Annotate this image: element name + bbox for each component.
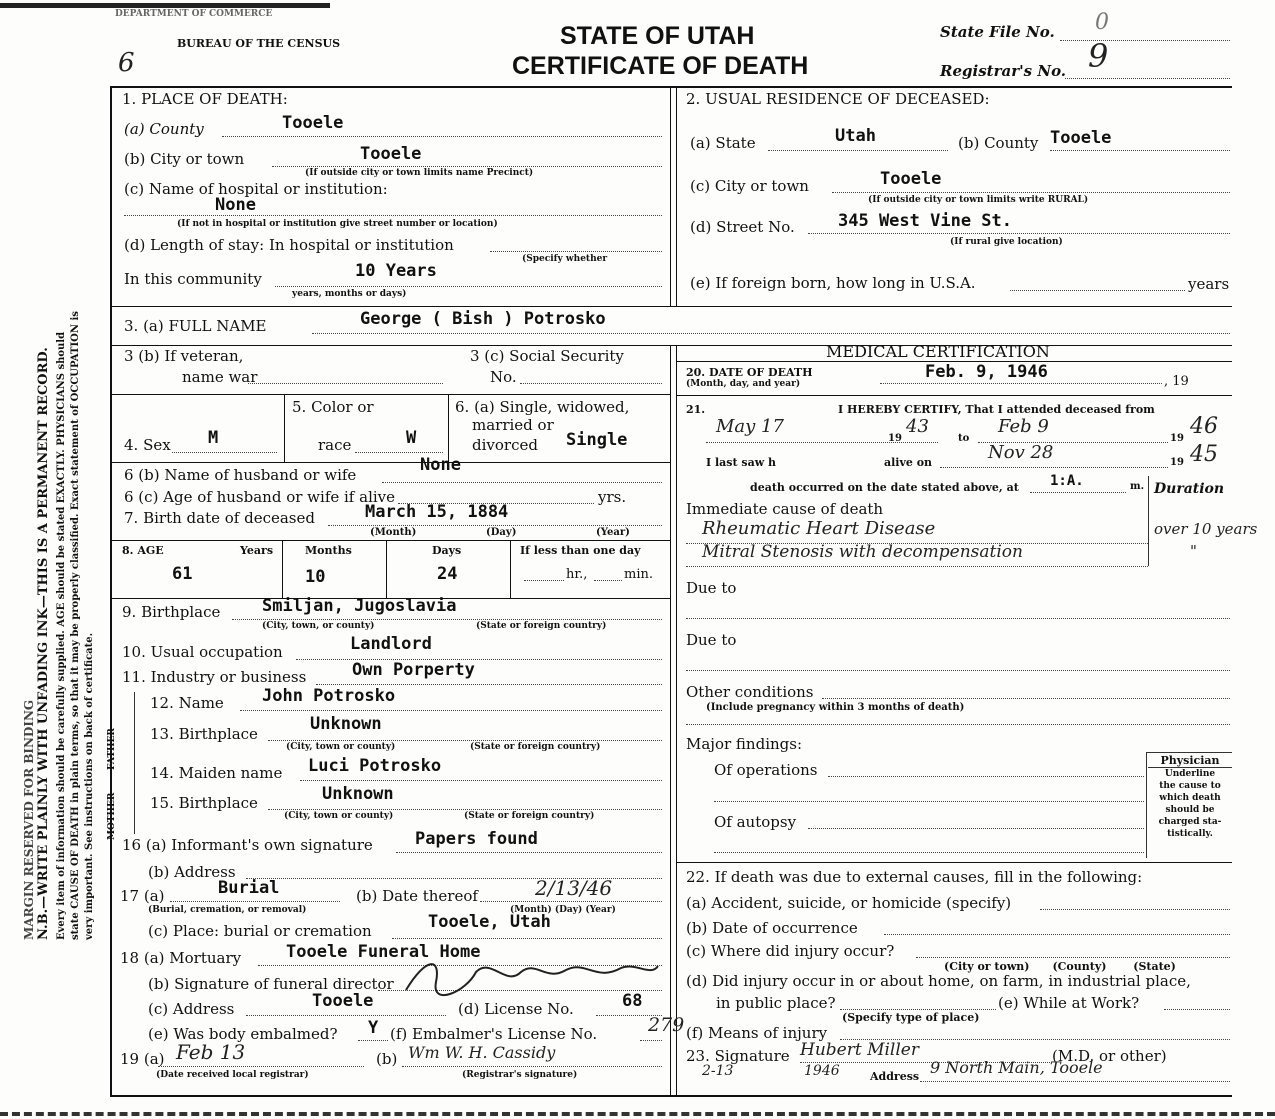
spouse-age-suffix: yrs. [598, 488, 627, 506]
registrar-date-note: (Date received local registrar) [156, 1070, 309, 1080]
color-label: 5. Color or [292, 398, 374, 416]
burial-date-value: 2/13/46 [535, 876, 613, 900]
foreign-born-suffix: years [1188, 275, 1230, 293]
father-name-label: 12. Name [150, 694, 224, 712]
burial-date-note: (Month) (Day) (Year) [510, 905, 616, 915]
last-saw-year: 45 [1190, 442, 1218, 467]
sex-label: 4. Sex [124, 436, 171, 454]
burial-value: Burial [218, 878, 280, 898]
md-label: (M.D. or other) [1052, 1047, 1167, 1065]
physician-note [1148, 755, 1232, 840]
residence-city-value: Tooele [880, 169, 942, 189]
spouse-value: None [420, 455, 461, 475]
birthplace-label: 9. Birthplace [122, 603, 221, 621]
industry-label: 11. Industry or business [122, 668, 307, 686]
frame-bottom [110, 1095, 1232, 1097]
external-f-label: (f) Means of injury [686, 1024, 828, 1042]
department-label: DEPARTMENT OF COMMERCE [115, 9, 273, 19]
attended-from: May 17 [716, 416, 784, 437]
attended-to: Feb 9 [998, 416, 1049, 437]
of-autopsy-label: Of autopsy [714, 813, 797, 831]
age-label: 8. AGE [122, 544, 164, 557]
age-days-label: Days [432, 544, 462, 557]
embalmer-value: 279 [648, 1014, 685, 1036]
certificate-title: CERTIFICATE OF DEATH [512, 52, 809, 80]
mortuary-address-value: Tooele [312, 991, 374, 1011]
hospital-note: (If not in hospital or institution give street number or location) [177, 219, 498, 229]
physician-note-line: the cause to [1159, 781, 1221, 791]
marital-value: Single [566, 430, 628, 450]
residence-city-label: (c) City or town [690, 177, 809, 195]
city-note: (If outside city or town limits name Precinct) [305, 168, 534, 178]
place-of-death-heading: 1. PLACE OF DEATH: [122, 90, 288, 108]
burial-date-label: (b) Date thereof [356, 887, 478, 905]
death-county-value: Tooele [282, 113, 344, 133]
age-months-value: 10 [305, 567, 326, 587]
physician-signature: Hubert Miller [800, 1040, 919, 1060]
column-divider [670, 345, 671, 1095]
state-file-label: State File No. [940, 23, 1055, 41]
burial-note: (Burial, cremation, or removal) [148, 905, 307, 915]
license-label: (d) License No. [458, 1000, 574, 1018]
frame-top [110, 86, 1232, 88]
informant-value: Papers found [415, 829, 538, 849]
top-edge-bar [0, 3, 330, 8]
birthplace-state-note: (State or foreign country) [476, 621, 607, 631]
age-min-label: min. [624, 567, 653, 582]
external-a-label: (a) Accident, suicide, or homicide (specify) [686, 894, 1012, 912]
age-years-value: 61 [172, 564, 193, 584]
license-value: 68 [622, 991, 643, 1011]
birth-day-note: (Day) [486, 527, 517, 538]
registrar-sig-label: (b) [376, 1050, 398, 1068]
father-birthplace-value: Unknown [310, 714, 382, 734]
due-to-2-label: Due to [686, 631, 737, 649]
binding-margin [6, 311, 116, 940]
residence-heading: 2. USUAL RESIDENCE OF DECEASED: [686, 90, 990, 108]
attended-from-year-prefix: 19 [888, 433, 902, 444]
full-name-value: George ( Bish ) Potrosko [360, 309, 606, 329]
state-title: STATE OF UTAH [560, 22, 755, 50]
date-of-death-value: Feb. 9, 1946 [925, 362, 1048, 382]
medical-heading: MEDICAL CERTIFICATION [826, 342, 1050, 361]
foreign-born-label: (e) If foreign born, how long in U.S.A. [690, 274, 976, 292]
other-conditions-note: (Include pregnancy within 3 months of death) [706, 702, 965, 713]
registrar-signature: Wm W. H. Cassidy [408, 1043, 556, 1062]
of-operations-label: Of operations [714, 761, 818, 779]
hospital-value: None [215, 195, 256, 215]
physician-note-line: Physician [1148, 755, 1232, 768]
street-value: 345 West Vine St. [838, 211, 1012, 231]
due-to-1-label: Due to [686, 579, 737, 597]
mother-state-note: (State or foreign country) [464, 811, 595, 821]
physician-note-line: should be [1165, 805, 1215, 815]
margin-instructions-3: very important. See instructions on back of certificate. [84, 632, 95, 940]
veteran-label: 3 (b) If veteran, [124, 347, 244, 365]
age-months-label: Months [305, 544, 352, 557]
ss-no-label: No. [490, 368, 517, 386]
age-days-value: 24 [437, 564, 458, 584]
war-label: name war [182, 368, 258, 386]
physician-signature-label: 23. Signature [686, 1047, 790, 1065]
full-name-label: 3. (a) FULL NAME [124, 317, 267, 335]
last-saw-year-prefix: 19 [1170, 457, 1184, 468]
cause-2-value: Mitral Stenosis with decompensation [702, 542, 1023, 562]
embalmer-label: (f) Embalmer's License No. [390, 1025, 598, 1043]
last-saw-mid: alive on [884, 456, 933, 469]
residence-county-value: Tooele [1050, 128, 1112, 148]
signature-address: 9 North Main, Tooele [930, 1058, 1103, 1077]
immediate-cause-label: Immediate cause of death [686, 500, 884, 518]
hospital-label: (c) Name of hospital or institution: [124, 180, 388, 198]
state-file-value: 0 [1095, 10, 1109, 35]
margin-warning: N.B.—WRITE PLAINLY WITH UNFADING INK—THIS IS A PERMANENT RECORD. [36, 347, 51, 940]
embalmed-value: Y [368, 1018, 379, 1038]
external-d2-label: in public place? [716, 994, 836, 1012]
marital-label-3: divorced [472, 436, 538, 454]
column-divider-top [670, 86, 671, 306]
birth-year-note: (Year) [596, 527, 630, 538]
community-label: In this community [124, 270, 262, 288]
duration-label: Duration [1154, 481, 1225, 497]
external-heading: 22. If death was due to external causes, fill in the following: [686, 868, 1143, 886]
registrar-no-value: 9 [1088, 37, 1109, 75]
external-c-label: (c) Where did injury occur? [686, 942, 895, 960]
father-state-note: (State or foreign country) [470, 742, 601, 752]
residence-state-label: (a) State [690, 134, 756, 152]
external-d-label: (d) Did injury occur in or about home, on farm, in industrial place, [686, 972, 1191, 990]
physician-note-line: Underline [1164, 769, 1216, 779]
death-time-value: 1:A. [1050, 473, 1084, 489]
sex-value: M [208, 428, 219, 448]
father-city-note: (City, town or county) [286, 742, 396, 752]
mortuary-address-label: (c) Address [148, 1000, 235, 1018]
spouse-label: 6 (b) Name of husband or wife [124, 466, 357, 484]
major-findings-label: Major findings: [686, 735, 803, 753]
signature-address-label: Address [870, 1070, 920, 1083]
birth-month-note: (Month) [370, 527, 417, 538]
informant-address-label: (b) Address [148, 863, 236, 881]
certify-text: I HEREBY CERTIFY, That I attended deceased from [838, 403, 1155, 416]
race-label: race [318, 436, 352, 454]
mortuary-label: 18 (a) Mortuary [120, 949, 242, 967]
margin-binding-note: MARGIN RESERVED FOR BINDING [22, 699, 36, 940]
funeral-director-label: (b) Signature of funeral director [148, 975, 394, 993]
registrar-date-value: Feb 13 [176, 1040, 246, 1064]
marital-label-1: 6. (a) Single, widowed, [455, 398, 630, 416]
death-city-value: Tooele [360, 144, 422, 164]
street-note: (If rural give location) [950, 237, 1063, 247]
burial-label: 17 (a) [120, 887, 165, 905]
birth-date-value: March 15, 1884 [365, 502, 509, 522]
registrar-no-label: Registrar's No. [940, 62, 1067, 80]
bottom-edge [0, 1112, 1275, 1116]
mother-maiden-value: Luci Potrosko [308, 756, 442, 776]
residence-city-note: (If outside city or town limits write RURAL) [868, 195, 1089, 205]
other-conditions-label: Other conditions [686, 683, 814, 701]
frame-left [110, 86, 112, 1096]
age-less-label: If less than one day [520, 544, 641, 557]
signature-date: 2-13 [702, 1063, 734, 1079]
mother-birthplace-value: Unknown [322, 784, 394, 804]
margin-instructions-1: Every item of information should be carefully supplied. AGE should be stated EXACTLY. PHYSICIANS should [56, 331, 67, 940]
race-value: W [406, 428, 417, 448]
embalmed-label: (e) Was body embalmed? [148, 1025, 338, 1043]
certify-number: 21. [686, 403, 706, 416]
age-hr-label: hr., [566, 567, 588, 582]
attended-to-year: 46 [1190, 414, 1218, 439]
residence-county-label: (b) County [958, 134, 1039, 152]
physician-note-line: tistically. [1167, 829, 1213, 839]
birthplace-value: Smiljan, Jugoslavia [262, 596, 457, 616]
duration-1-value: over 10 years [1154, 520, 1258, 538]
birthplace-city-note: (City, town, or county) [262, 621, 375, 631]
attended-to-label: to [958, 433, 970, 444]
burial-place-label: (c) Place: burial or cremation [148, 922, 372, 940]
margin-instructions-2: state CAUSE OF DEATH in plain terms, so that it may be properly classified. Exact statement of OCCUPATION is [70, 311, 81, 940]
signature-year: 1946 [804, 1063, 840, 1079]
informant-label: 16 (a) Informant's own signature [122, 836, 373, 854]
county-label: (a) County [124, 120, 204, 138]
industry-value: Own Porperty [352, 660, 475, 680]
last-saw-label: I last saw h [706, 456, 777, 469]
bureau-label: BUREAU OF THE CENSUS [177, 37, 341, 50]
social-security-label: 3 (c) Social Security [470, 347, 624, 365]
external-e-label: (e) While at Work? [998, 994, 1140, 1012]
occupation-value: Landlord [350, 634, 432, 654]
date-of-death-suffix: , 19 [1164, 374, 1189, 389]
birth-date-label: 7. Birth date of deceased [124, 509, 315, 527]
physician-note-line: which death [1159, 793, 1221, 803]
marital-label-2: married or [472, 416, 554, 434]
last-saw-date: Nov 28 [988, 442, 1054, 463]
specify-note: (Specify whether [522, 254, 608, 264]
occupation-label: 10. Usual occupation [122, 643, 283, 661]
age-years-label: Years [240, 544, 274, 557]
father-name-value: John Potrosko [262, 686, 396, 706]
father-side-label: FATHER [107, 728, 117, 770]
burial-place-value: Tooele, Utah [428, 912, 551, 932]
mortuary-value: Tooele Funeral Home [286, 942, 481, 962]
physician-note-line: charged sta- [1158, 817, 1222, 827]
mother-birthplace-label: 15. Birthplace [150, 794, 258, 812]
residence-state-value: Utah [835, 126, 876, 146]
mother-maiden-label: 14. Maiden name [150, 764, 283, 782]
spouse-age-label: 6 (c) Age of husband or wife if alive [124, 488, 396, 506]
stay-label: (d) Length of stay: In hospital or institution [124, 236, 454, 254]
registrar-label: 19 (a) [120, 1050, 165, 1068]
community-note: years, months or days) [292, 289, 407, 299]
date-of-death-label: 20. DATE OF DEATH [686, 366, 813, 379]
registrar-sig-note: (Registrar's signature) [462, 1070, 578, 1080]
external-b-label: (b) Date of occurrence [686, 919, 858, 937]
corner-mark: 6 [118, 48, 135, 78]
specify-place-note: (Specify type of place) [842, 1011, 980, 1024]
city-label: (b) City or town [124, 150, 245, 168]
mother-side-label: MOTHER [107, 792, 117, 840]
community-value: 10 Years [355, 261, 437, 281]
external-c-note: (City or town) (County) (State) [944, 960, 1176, 973]
date-of-death-note: (Month, day, and year) [686, 379, 801, 389]
death-time-suffix: m. [1130, 481, 1145, 492]
attended-to-year-prefix: 19 [1170, 433, 1184, 444]
cause-1-value: Rheumatic Heart Disease [702, 518, 936, 539]
mother-city-note: (City, town or county) [284, 811, 394, 821]
street-label: (d) Street No. [690, 218, 795, 236]
death-occurred-label: death occurred on the date stated above, at [750, 481, 1019, 494]
father-birthplace-label: 13. Birthplace [150, 725, 258, 743]
duration-2-value: " [1190, 542, 1197, 560]
attended-from-year: 43 [906, 416, 929, 437]
